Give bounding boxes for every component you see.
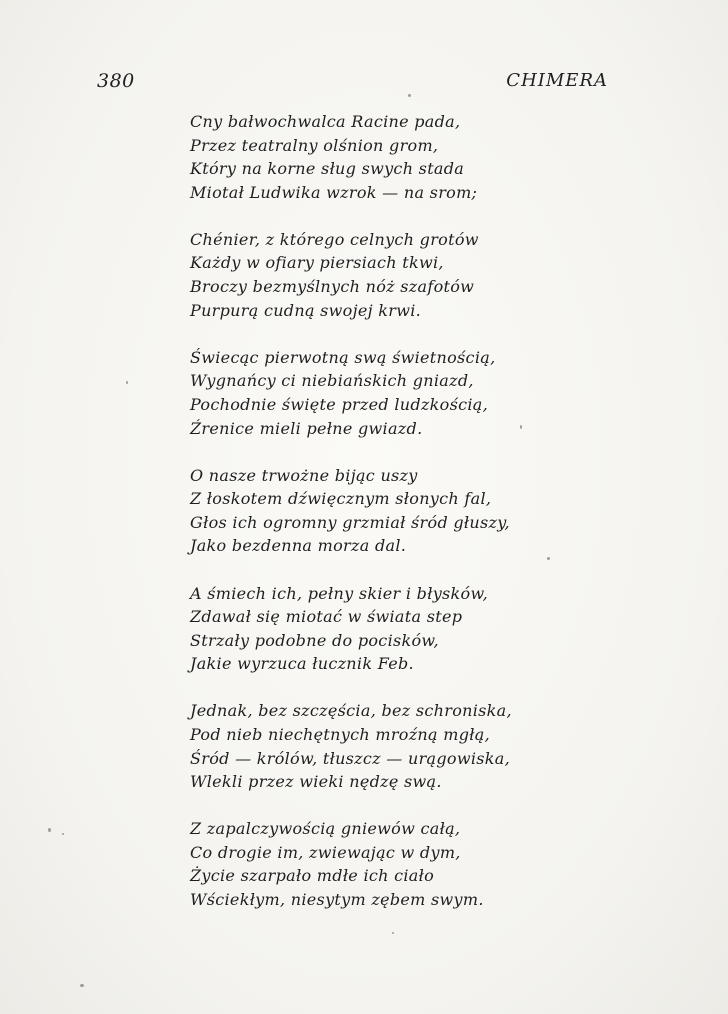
verse-line: Który na korne sług swych stada [190,159,465,179]
verse-line: O nasze trwożne bijąc uszy [190,465,418,485]
verse-line: Zdawał się miotać w świata step [190,607,463,627]
poem [190,110,610,935]
paper-speck [520,425,522,429]
verse-line: Głos ich ogromny grzmiał śród głuszy, [190,512,510,532]
verse-line: A śmiech ich, pełny skier i błysków, [190,583,488,603]
page-number: 380 [97,70,135,92]
verse-line: Każdy w ofiary piersiach tkwi, [190,253,444,273]
verse-line: Jednak, bez szczęścia, bez schroniska, [190,701,512,721]
verse-line: Wściekłym, niesytym zębem swym. [190,890,484,910]
verse-line: Purpurą cudną swojej krwi. [190,300,422,320]
paper-speck [547,557,550,560]
verse-line: Z zapalczywością gniewów całą, [190,819,461,839]
verse-line: Jako bezdenna morza dal. [190,536,407,556]
verse-line: Przez teatralny olśnion grom, [190,135,439,155]
verse-line: Cny bałwochwalca Racine pada, [190,112,461,131]
verse-line: Pochodnie święte przed ludzkością, [190,394,488,414]
running-title: CHIMERA [506,70,608,91]
verse-line: Co drogie im, zwiewając w dym, [190,842,461,862]
verse-line: Z łoskotem dźwięcznym słonych fal, [190,489,492,509]
verse-line: Świecąc pierwotną swą świetnością, [190,347,496,367]
verse-line: Chénier, z którego celnych grotów [190,229,479,249]
verse-line: Broczy bezmyślnych nóż szafotów [190,277,475,297]
verse-line: Wygnańcy ci niebiańskich gniazd, [190,371,474,391]
verse-line: Źrenice mieli pełne gwiazd. [190,418,423,438]
paper-speck [48,828,51,832]
paper-speck [392,932,394,934]
verse-line: Wlekli przez wieki nędzę swą. [190,772,442,792]
paper-speck [408,94,411,97]
verse-line: Jakie wyrzuca łucznik Feb. [190,654,414,674]
stanza [190,464,610,558]
paper-speck [62,833,64,835]
stanza [190,110,610,204]
stanza [190,582,610,676]
stanza [190,817,610,911]
verse-line: Pod nieb niechętnych mroźną mgłą, [190,724,490,744]
paper-speck [80,984,84,987]
verse-line: Śród — królów, tłuszcz — urągowiska, [190,748,510,768]
verse-line: Miotał Ludwika wzrok — na srom; [190,182,478,202]
paper-speck [126,381,128,384]
stanza [190,699,610,793]
verse-line: Życie szarpało mdłe ich ciało [190,866,435,886]
stanza [190,346,610,440]
verse-line: Strzały podobne do pocisków, [190,630,439,650]
stanza [190,228,610,322]
